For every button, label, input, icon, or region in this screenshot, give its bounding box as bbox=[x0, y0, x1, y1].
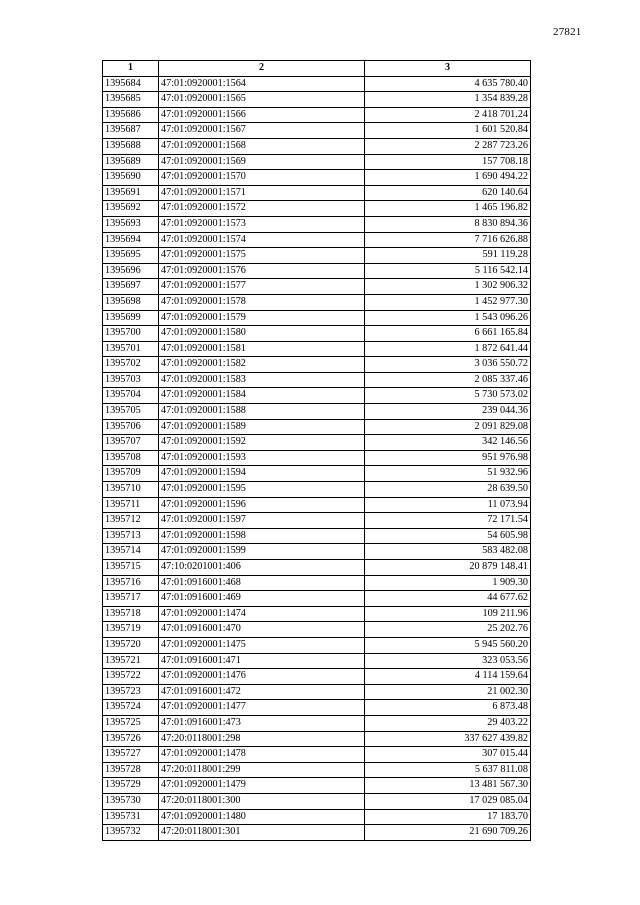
cadastral-number-cell: 47:01:0920001:1574 bbox=[159, 232, 365, 248]
table-body bbox=[103, 76, 531, 840]
value-cell: 591 119.28 bbox=[365, 248, 531, 264]
table-row bbox=[103, 216, 531, 232]
table-row bbox=[103, 684, 531, 700]
value-cell: 1 872 641.44 bbox=[365, 341, 531, 357]
cadastral-number-cell: 47:01:0920001:1584 bbox=[159, 388, 365, 404]
value-cell: 6 873.48 bbox=[365, 700, 531, 716]
row-number-cell: 1395722 bbox=[103, 669, 159, 685]
table-row bbox=[103, 637, 531, 653]
row-number-cell: 1395699 bbox=[103, 310, 159, 326]
table-row bbox=[103, 700, 531, 716]
row-number-cell: 1395725 bbox=[103, 715, 159, 731]
table-row bbox=[103, 341, 531, 357]
row-number-cell: 1395688 bbox=[103, 138, 159, 154]
value-cell: 13 481 567.30 bbox=[365, 778, 531, 794]
row-number-cell: 1395702 bbox=[103, 357, 159, 373]
cadastral-number-cell: 47:01:0920001:1476 bbox=[159, 669, 365, 685]
cadastral-number-cell: 47:01:0920001:1592 bbox=[159, 435, 365, 451]
table-row bbox=[103, 450, 531, 466]
row-number-cell: 1395700 bbox=[103, 326, 159, 342]
value-cell: 2 085 337.46 bbox=[365, 372, 531, 388]
row-number-cell: 1395714 bbox=[103, 544, 159, 560]
table-row bbox=[103, 263, 531, 279]
value-cell: 72 171.54 bbox=[365, 513, 531, 529]
table-row bbox=[103, 528, 531, 544]
row-number-cell: 1395685 bbox=[103, 92, 159, 108]
value-cell: 1 354 839.28 bbox=[365, 92, 531, 108]
row-number-cell: 1395721 bbox=[103, 653, 159, 669]
table-row bbox=[103, 778, 531, 794]
cadastral-number-cell: 47:01:0920001:1594 bbox=[159, 466, 365, 482]
value-cell: 337 627 439.82 bbox=[365, 731, 531, 747]
row-number-cell: 1395727 bbox=[103, 747, 159, 763]
table-row bbox=[103, 715, 531, 731]
table-row bbox=[103, 560, 531, 576]
value-cell: 5 945 560.20 bbox=[365, 637, 531, 653]
row-number-cell: 1395731 bbox=[103, 809, 159, 825]
cadastral-number-cell: 47:01:0920001:1588 bbox=[159, 404, 365, 420]
value-cell: 17 183.70 bbox=[365, 809, 531, 825]
row-number-cell: 1395708 bbox=[103, 450, 159, 466]
cadastral-number-cell: 47:20:0118001:298 bbox=[159, 731, 365, 747]
table-row bbox=[103, 310, 531, 326]
value-cell: 1 543 096.26 bbox=[365, 310, 531, 326]
row-number-cell: 1395705 bbox=[103, 404, 159, 420]
cadastral-number-cell: 47:01:0920001:1597 bbox=[159, 513, 365, 529]
row-number-cell: 1395690 bbox=[103, 170, 159, 186]
value-cell: 8 830 894.36 bbox=[365, 216, 531, 232]
cadastral-number-cell: 47:01:0920001:1564 bbox=[159, 76, 365, 92]
table-row bbox=[103, 279, 531, 295]
row-number-cell: 1395694 bbox=[103, 232, 159, 248]
table-row bbox=[103, 419, 531, 435]
table-row bbox=[103, 762, 531, 778]
row-number-cell: 1395726 bbox=[103, 731, 159, 747]
table-row bbox=[103, 513, 531, 529]
value-cell: 1 452 977.30 bbox=[365, 294, 531, 310]
cadastral-number-cell: 47:10:0201001:406 bbox=[159, 560, 365, 576]
value-cell: 3 036 550.72 bbox=[365, 357, 531, 373]
cadastral-number-cell: 47:01:0920001:1576 bbox=[159, 263, 365, 279]
row-number-cell: 1395717 bbox=[103, 591, 159, 607]
table-row bbox=[103, 606, 531, 622]
row-number-cell: 1395701 bbox=[103, 341, 159, 357]
cadastral-number-cell: 47:01:0920001:1593 bbox=[159, 450, 365, 466]
value-cell: 5 116 542.14 bbox=[365, 263, 531, 279]
cadastral-number-cell: 47:01:0920001:1567 bbox=[159, 123, 365, 139]
page-number: 27821 bbox=[553, 26, 582, 38]
value-cell: 1 465 196.82 bbox=[365, 201, 531, 217]
cadastral-number-cell: 47:01:0920001:1572 bbox=[159, 201, 365, 217]
value-cell: 21 690 709.26 bbox=[365, 825, 531, 841]
row-number-cell: 1395693 bbox=[103, 216, 159, 232]
cadastral-number-cell: 47:01:0920001:1570 bbox=[159, 170, 365, 186]
cadastral-number-cell: 47:01:0920001:1569 bbox=[159, 154, 365, 170]
table-row bbox=[103, 294, 531, 310]
value-cell: 29 403.22 bbox=[365, 715, 531, 731]
cadastral-number-cell: 47:20:0118001:299 bbox=[159, 762, 365, 778]
cadastral-number-cell: 47:01:0920001:1599 bbox=[159, 544, 365, 560]
cadastral-number-cell: 47:01:0916001:472 bbox=[159, 684, 365, 700]
table-row bbox=[103, 76, 531, 92]
cadastral-number-cell: 47:20:0118001:301 bbox=[159, 825, 365, 841]
cadastral-number-cell: 47:01:0916001:468 bbox=[159, 575, 365, 591]
row-number-cell: 1395703 bbox=[103, 372, 159, 388]
value-cell: 951 976.98 bbox=[365, 450, 531, 466]
value-cell: 5 730 573.02 bbox=[365, 388, 531, 404]
value-cell: 1 690 494.22 bbox=[365, 170, 531, 186]
table-row bbox=[103, 653, 531, 669]
row-number-cell: 1395709 bbox=[103, 466, 159, 482]
data-table bbox=[102, 60, 531, 841]
value-cell: 4 114 159.64 bbox=[365, 669, 531, 685]
value-cell: 6 661 165.84 bbox=[365, 326, 531, 342]
cadastral-number-cell: 47:01:0920001:1581 bbox=[159, 341, 365, 357]
row-number-cell: 1395710 bbox=[103, 482, 159, 498]
table-row bbox=[103, 138, 531, 154]
cadastral-number-cell: 47:01:0920001:1578 bbox=[159, 294, 365, 310]
row-number-cell: 1395697 bbox=[103, 279, 159, 295]
row-number-cell: 1395723 bbox=[103, 684, 159, 700]
table-row bbox=[103, 575, 531, 591]
row-number-cell: 1395730 bbox=[103, 793, 159, 809]
value-cell: 239 044.36 bbox=[365, 404, 531, 420]
cadastral-number-cell: 47:01:0920001:1598 bbox=[159, 528, 365, 544]
table-row bbox=[103, 388, 531, 404]
table-row bbox=[103, 622, 531, 638]
table-row bbox=[103, 809, 531, 825]
cadastral-number-cell: 47:01:0916001:471 bbox=[159, 653, 365, 669]
value-cell: 1 601 520.84 bbox=[365, 123, 531, 139]
cadastral-number-cell: 47:01:0920001:1477 bbox=[159, 700, 365, 716]
table-row bbox=[103, 669, 531, 685]
row-number-cell: 1395696 bbox=[103, 263, 159, 279]
row-number-cell: 1395718 bbox=[103, 606, 159, 622]
cadastral-number-cell: 47:01:0920001:1596 bbox=[159, 497, 365, 513]
value-cell: 5 637 811.08 bbox=[365, 762, 531, 778]
value-cell: 307 015.44 bbox=[365, 747, 531, 763]
table-row bbox=[103, 372, 531, 388]
cadastral-number-cell: 47:01:0920001:1479 bbox=[159, 778, 365, 794]
cadastral-number-cell: 47:01:0920001:1575 bbox=[159, 248, 365, 264]
table-row bbox=[103, 154, 531, 170]
row-number-cell: 1395713 bbox=[103, 528, 159, 544]
cadastral-number-cell: 47:01:0920001:1595 bbox=[159, 482, 365, 498]
value-cell: 4 635 780.40 bbox=[365, 76, 531, 92]
value-cell: 28 639.50 bbox=[365, 482, 531, 498]
value-cell: 17 029 085.04 bbox=[365, 793, 531, 809]
row-number-cell: 1395684 bbox=[103, 76, 159, 92]
table-row bbox=[103, 170, 531, 186]
row-number-cell: 1395689 bbox=[103, 154, 159, 170]
cadastral-number-cell: 47:01:0916001:473 bbox=[159, 715, 365, 731]
value-cell: 7 716 626.88 bbox=[365, 232, 531, 248]
cadastral-number-cell: 47:01:0920001:1577 bbox=[159, 279, 365, 295]
row-number-cell: 1395692 bbox=[103, 201, 159, 217]
value-cell: 2 287 723.26 bbox=[365, 138, 531, 154]
cadastral-number-cell: 47:01:0920001:1474 bbox=[159, 606, 365, 622]
value-cell: 51 932.96 bbox=[365, 466, 531, 482]
value-cell: 583 482.08 bbox=[365, 544, 531, 560]
table-row bbox=[103, 404, 531, 420]
table-row bbox=[103, 185, 531, 201]
row-number-cell: 1395691 bbox=[103, 185, 159, 201]
row-number-cell: 1395732 bbox=[103, 825, 159, 841]
value-cell: 54 605.98 bbox=[365, 528, 531, 544]
value-cell: 342 146.56 bbox=[365, 435, 531, 451]
row-number-cell: 1395698 bbox=[103, 294, 159, 310]
value-cell: 2 091 829.08 bbox=[365, 419, 531, 435]
table-row bbox=[103, 92, 531, 108]
row-number-cell: 1395720 bbox=[103, 637, 159, 653]
row-number-cell: 1395715 bbox=[103, 560, 159, 576]
row-number-cell: 1395695 bbox=[103, 248, 159, 264]
cadastral-number-cell: 47:01:0920001:1565 bbox=[159, 92, 365, 108]
cadastral-number-cell: 47:01:0920001:1478 bbox=[159, 747, 365, 763]
row-number-cell: 1395704 bbox=[103, 388, 159, 404]
cadastral-number-cell: 47:01:0920001:1480 bbox=[159, 809, 365, 825]
table-row bbox=[103, 544, 531, 560]
table-row bbox=[103, 482, 531, 498]
cadastral-number-cell: 47:01:0920001:1583 bbox=[159, 372, 365, 388]
table-row bbox=[103, 793, 531, 809]
table-row bbox=[103, 357, 531, 373]
cadastral-number-cell: 47:01:0920001:1568 bbox=[159, 138, 365, 154]
row-number-cell: 1395707 bbox=[103, 435, 159, 451]
cadastral-number-cell: 47:01:0916001:469 bbox=[159, 591, 365, 607]
row-number-cell: 1395719 bbox=[103, 622, 159, 638]
table-row bbox=[103, 123, 531, 139]
row-number-cell: 1395729 bbox=[103, 778, 159, 794]
table-row bbox=[103, 591, 531, 607]
table-row bbox=[103, 747, 531, 763]
table-row bbox=[103, 466, 531, 482]
table-row bbox=[103, 497, 531, 513]
column-header-3: 3 bbox=[365, 61, 531, 77]
row-number-cell: 1395711 bbox=[103, 497, 159, 513]
table-row bbox=[103, 326, 531, 342]
value-cell: 21 002.30 bbox=[365, 684, 531, 700]
table-row bbox=[103, 435, 531, 451]
row-number-cell: 1395712 bbox=[103, 513, 159, 529]
value-cell: 1 302 906.32 bbox=[365, 279, 531, 295]
row-number-cell: 1395706 bbox=[103, 419, 159, 435]
value-cell: 620 140.64 bbox=[365, 185, 531, 201]
cadastral-number-cell: 47:01:0920001:1579 bbox=[159, 310, 365, 326]
cadastral-number-cell: 47:01:0920001:1580 bbox=[159, 326, 365, 342]
value-cell: 323 053.56 bbox=[365, 653, 531, 669]
row-number-cell: 1395716 bbox=[103, 575, 159, 591]
row-number-cell: 1395687 bbox=[103, 123, 159, 139]
row-number-cell: 1395728 bbox=[103, 762, 159, 778]
table-row bbox=[103, 107, 531, 123]
cadastral-number-cell: 47:01:0920001:1573 bbox=[159, 216, 365, 232]
cadastral-number-cell: 47:20:0118001:300 bbox=[159, 793, 365, 809]
value-cell: 25 202.76 bbox=[365, 622, 531, 638]
row-number-cell: 1395686 bbox=[103, 107, 159, 123]
table-row bbox=[103, 248, 531, 264]
value-cell: 11 073.94 bbox=[365, 497, 531, 513]
cadastral-number-cell: 47:01:0916001:470 bbox=[159, 622, 365, 638]
table-row bbox=[103, 232, 531, 248]
table-row bbox=[103, 825, 531, 841]
cadastral-number-cell: 47:01:0920001:1571 bbox=[159, 185, 365, 201]
value-cell: 109 211.96 bbox=[365, 606, 531, 622]
value-cell: 2 418 701.24 bbox=[365, 107, 531, 123]
table-header-row bbox=[103, 61, 531, 77]
column-header-2: 2 bbox=[159, 61, 365, 77]
row-number-cell: 1395724 bbox=[103, 700, 159, 716]
cadastral-number-cell: 47:01:0920001:1566 bbox=[159, 107, 365, 123]
table-row bbox=[103, 201, 531, 217]
value-cell: 157 708.18 bbox=[365, 154, 531, 170]
column-header-1: 1 bbox=[103, 61, 159, 77]
cadastral-number-cell: 47:01:0920001:1582 bbox=[159, 357, 365, 373]
value-cell: 1 909.30 bbox=[365, 575, 531, 591]
value-cell: 20 879 148.41 bbox=[365, 560, 531, 576]
table-row bbox=[103, 731, 531, 747]
cadastral-number-cell: 47:01:0920001:1475 bbox=[159, 637, 365, 653]
value-cell: 44 677.62 bbox=[365, 591, 531, 607]
cadastral-number-cell: 47:01:0920001:1589 bbox=[159, 419, 365, 435]
